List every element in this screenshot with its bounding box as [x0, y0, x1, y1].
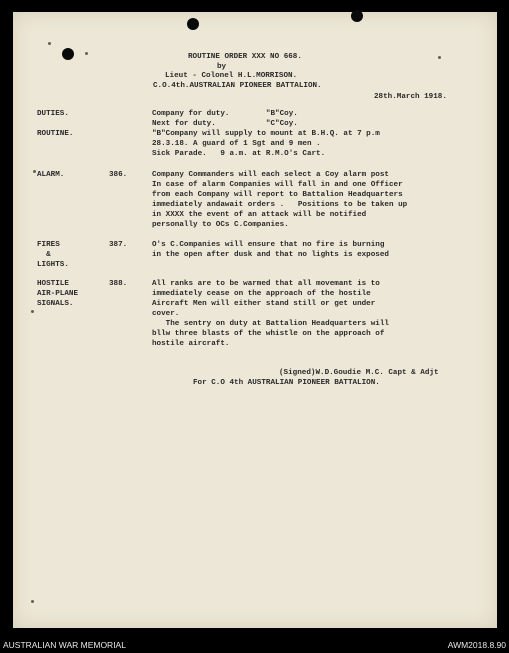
signature-for-line: For C.O 4th AUSTRALIAN PIONEER BATTALION. [193, 379, 380, 387]
hostile-line: Aircraft Men will either stand still or get under [152, 300, 376, 308]
hostile-line: bllw three blasts of the whistle on the approach of [152, 330, 385, 338]
alarm-line: immediately andawait orders . Positions to be taken up [152, 201, 408, 209]
hostile-line: The sentry on duty at Battalion Headquarters will [152, 320, 389, 328]
alarm-label: ALARM. [37, 171, 65, 179]
fires-line: in the open after dusk and that no lights is exposed [152, 251, 389, 259]
fires-line: O's C.Companies will ensure that no fire is burning [152, 241, 385, 249]
punch-hole [62, 48, 74, 60]
paper-mark [438, 56, 441, 59]
alarm-line: in XXXX the event of an attack will be notified [152, 211, 367, 219]
hostile-label: SIGNALS. [37, 300, 74, 308]
hostile-label: AIR-PLANE [37, 290, 79, 298]
fires-number: 387. [109, 241, 128, 249]
paper-mark [85, 52, 88, 55]
fires-label: & [37, 251, 51, 259]
document-page [13, 12, 497, 628]
punch-hole [187, 18, 199, 30]
alarm-line: from each Company will report to Battalion Headquarters [152, 191, 403, 199]
routine-line: 28.3.18. A guard of 1 Sgt and 9 men . [152, 140, 321, 148]
footer-institution: AUSTRALIAN WAR MEMORIAL [3, 640, 126, 650]
alarm-line: personally to OCs C.Companies. [152, 221, 289, 229]
hostile-label: HOSTILE [37, 280, 69, 288]
hostile-line: All ranks are to be warmed that all movemant is to [152, 280, 380, 288]
paper-mark [31, 310, 34, 313]
signature-line: (Signed)W.D.Goudie M.C. Capt & Adjt [279, 369, 439, 377]
routine-line: "B"Company will supply to mount at B.H.Q. at 7 p.m [152, 130, 380, 138]
order-title: ROUTINE ORDER XXX NO 668. [188, 53, 302, 61]
alarm-line: In case of alarm Companies will fall in and one Officer [152, 181, 403, 189]
footer-accession-number: AWM2018.8.90 [447, 640, 506, 650]
duties-line: Next for duty. "C"Coy. [152, 120, 298, 128]
order-date: 28th.March 1918. [374, 93, 447, 101]
routine-line: Sick Parade. 9 a.m. at R.M.O's Cart. [152, 150, 326, 158]
duties-line: Company for duty. "B"Coy. [152, 110, 298, 118]
archive-footer [0, 637, 509, 653]
hostile-line: immediately cease on the approach of the hostile [152, 290, 371, 298]
fires-label: FIRES [37, 241, 60, 249]
order-by: by [217, 63, 227, 71]
order-author: Lieut - Colonel H.L.MORRISON. [165, 72, 298, 80]
alarm-number: 386. [109, 171, 128, 179]
fires-label: LIGHTS. [37, 261, 69, 269]
hostile-line: hostile aircraft. [152, 340, 230, 348]
paper-mark [31, 600, 34, 603]
routine-label: ROUTINE. [37, 130, 74, 138]
duties-label: DUTIES. [37, 110, 69, 118]
hostile-line: cover. [152, 310, 180, 318]
hostile-number: 388. [109, 280, 128, 288]
paper-mark [48, 42, 51, 45]
alarm-line: Company Commanders will each select a Coy alarm post [152, 171, 389, 179]
paper-mark [33, 170, 36, 173]
order-unit: C.O.4th.AUSTRALIAN PIONEER BATTALION. [153, 82, 322, 90]
punch-hole [351, 10, 363, 22]
